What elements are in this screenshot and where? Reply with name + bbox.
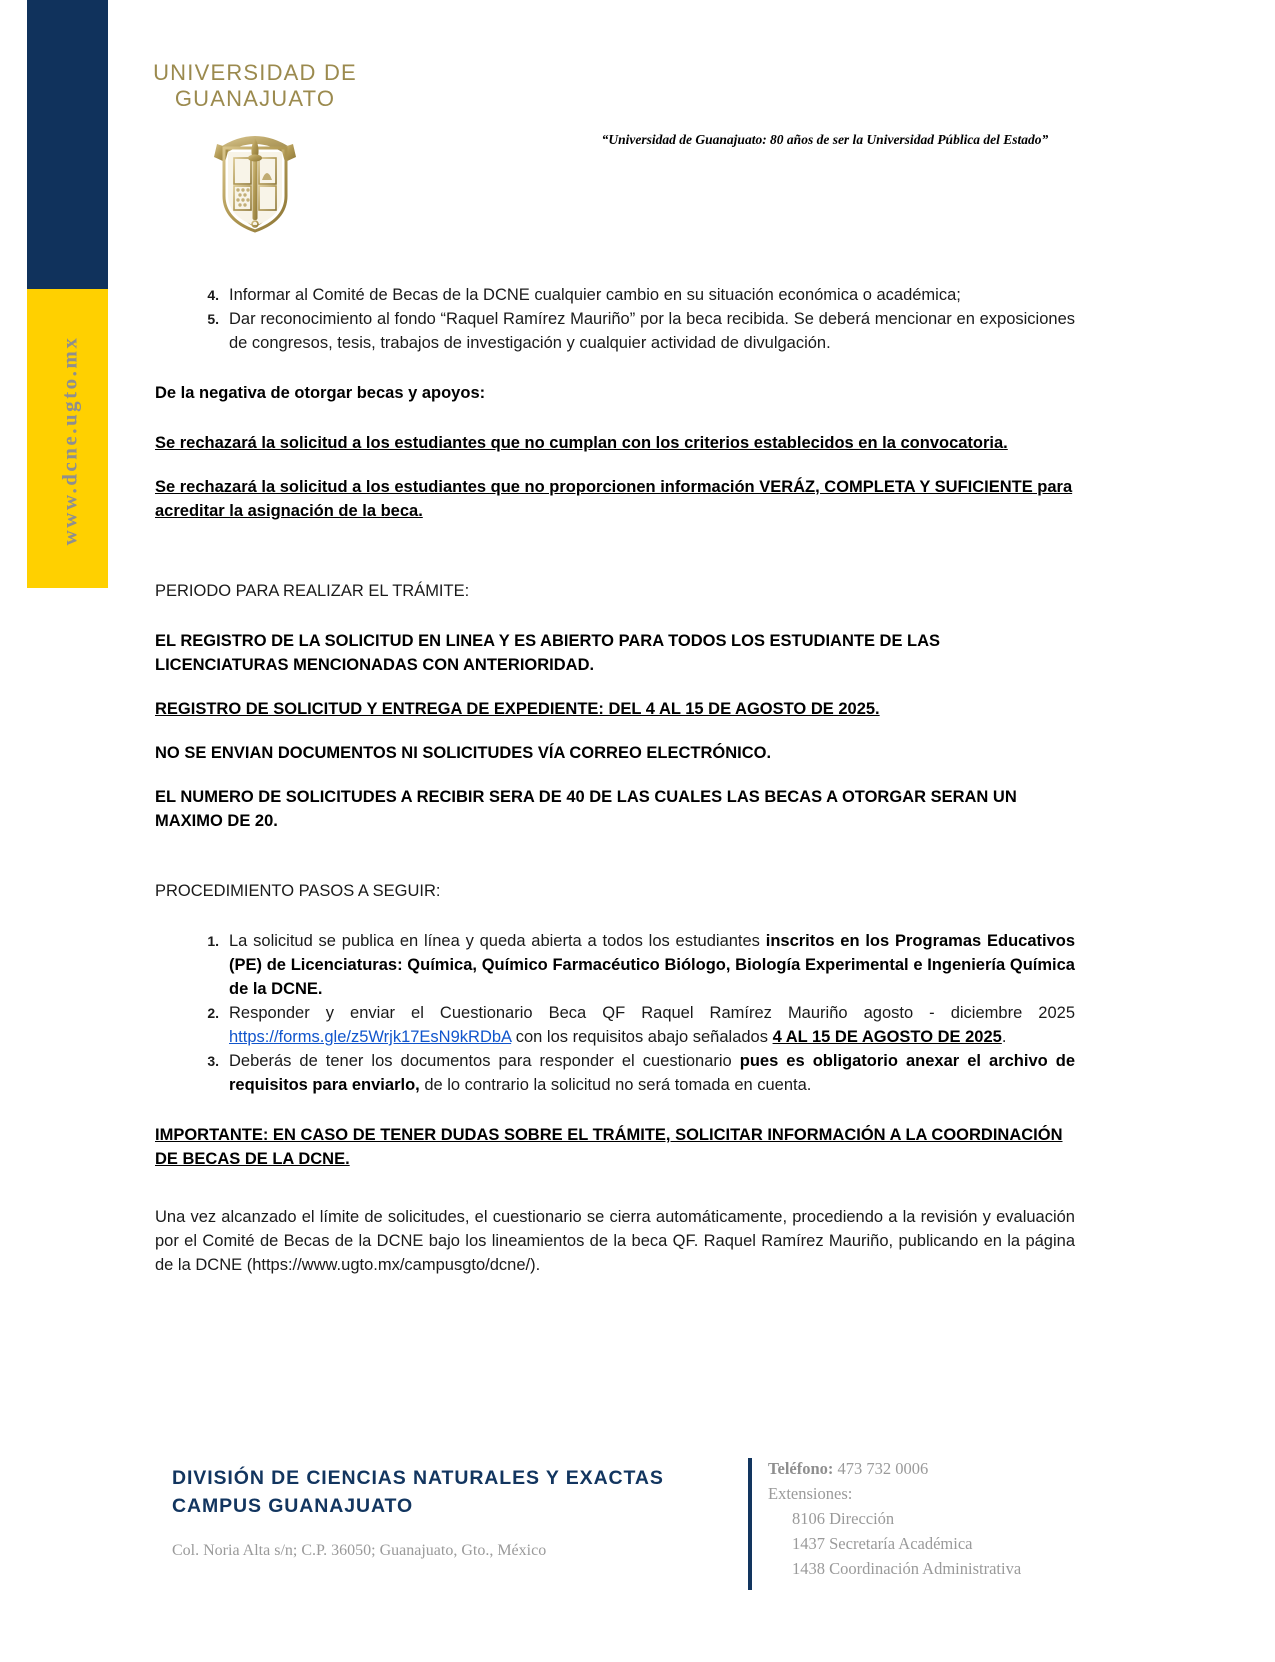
step-text-bold: inscritos en los Programas Educativos (PE) de Licenciaturas: Química, Químico Farmacéutico Biólogo, Biología Experimental e Ingeniería Química de la DCNE. bbox=[229, 932, 1076, 998]
obligations-list bbox=[155, 283, 1075, 355]
university-crest-icon bbox=[209, 118, 301, 236]
no-correo-text: NO SE ENVIAN DOCUMENTOS NI SOLICITUDES VÍA CORREO ELECTRÓNICO. bbox=[155, 744, 772, 762]
registro-abierto-text: EL REGISTRO DE LA SOLICITUD EN LINEA Y ES ABIERTO PARA TODOS LOS ESTUDIANTE DE LAS LICENCIATURAS MENCIONADAS CON ANTERIORIDAD. bbox=[155, 632, 941, 674]
footer-division-line2: CAMPUS GUANAJUATO bbox=[172, 1495, 414, 1517]
step-text-plain-3: . bbox=[1001, 1028, 1007, 1046]
list-item bbox=[207, 1001, 1075, 1049]
sidebar-website-url bbox=[30, 290, 110, 590]
step-dates-emphasis: 4 AL 15 DE AGOSTO DE 2025 bbox=[772, 1028, 1002, 1046]
footer-extension-item: 1437 Secretaría Académica bbox=[792, 1534, 973, 1553]
list-item bbox=[207, 283, 1075, 307]
list-marker: 4. bbox=[207, 287, 219, 303]
negativa-heading: De la negativa de otorgar becas y apoyos: bbox=[155, 384, 486, 402]
university-name-line1: UNIVERSIDAD DE bbox=[153, 60, 357, 85]
rechazo-criterios-text: Se rechazará la solicitud a los estudiantes que no cumplan con los criterios establecidos en la convocatoria. bbox=[155, 434, 1008, 452]
step-text-plain-2: de lo contrario la solicitud no será tomada en cuenta. bbox=[419, 1076, 812, 1094]
list-marker: 2. bbox=[207, 1005, 219, 1021]
list-item bbox=[207, 929, 1076, 1001]
footer-contact-block bbox=[768, 1456, 1188, 1581]
step-text-plain: La solicitud se publica en línea y queda abierta a todos los estudiantes bbox=[229, 932, 766, 950]
document-body bbox=[155, 283, 1075, 1277]
step-text-plain-2: con los requisitos abajo señalados bbox=[511, 1028, 773, 1046]
footer-extension-item: 8106 Dirección bbox=[792, 1509, 895, 1528]
procedimiento-heading: PROCEDIMIENTO PASOS A SEGUIR: bbox=[155, 882, 441, 900]
numero-solicitudes-text: EL NUMERO DE SOLICITUDES A RECIBIR SERA DE 40 DE LAS CUALES LAS BECAS A OTORGAR SERAN UN MAXIMO DE 20. bbox=[155, 788, 1017, 830]
university-logo-block bbox=[140, 60, 370, 236]
university-name-line2: GUANAJUATO bbox=[174, 86, 336, 111]
footer-extensions-label: Extensiones: bbox=[768, 1484, 853, 1503]
periodo-heading: PERIODO PARA REALIZAR EL TRÁMITE: bbox=[155, 582, 470, 600]
list-marker: 5. bbox=[207, 311, 219, 327]
list-item bbox=[207, 1049, 1075, 1097]
list-item bbox=[207, 307, 1075, 355]
footer-division-line1: DIVISIÓN DE CIENCIAS NATURALES Y EXACTAS bbox=[172, 1467, 664, 1489]
step-text-plain: Responder y enviar el Cuestionario Beca QF Raquel Ramírez Mauriño agosto - diciembre 2025 bbox=[229, 1004, 1075, 1022]
closing-paragraph: Una vez alcanzado el límite de solicitudes, el cuestionario se cierra automáticamente, procediendo a la revisión y evaluación por el Comité de Becas de la DCNE bajo los lineamientos de la beca QF. Raquel Ramírez Mauriño, publicando en la página de la DCNE (https://www.ugto.mx/campusgto/dcne/). bbox=[155, 1208, 1075, 1274]
footer-extension-item: 1438 Coordinación Administrativa bbox=[792, 1559, 1022, 1578]
procedure-steps-list bbox=[155, 929, 1075, 1097]
footer-division-block bbox=[172, 1464, 732, 1560]
list-item-text: Informar al Comité de Becas de la DCNE cualquier cambio en su situación económica o académica; bbox=[229, 286, 961, 304]
rechazo-informacion-text: Se rechazará la solicitud a los estudiantes que no proporcionen información VERÁZ, COMPLETA Y SUFICIENTE para acreditar la asignación de la beca. bbox=[155, 478, 1073, 520]
forms-link[interactable]: https://forms.gle/z5Wrjk17EsN9kRDbA bbox=[229, 1028, 512, 1046]
sidebar-website-url-text: www.dcne.ugto.mx bbox=[57, 335, 82, 545]
step-text-plain: Deberás de tener los documentos para responder el cuestionario bbox=[229, 1052, 740, 1070]
footer-phone-number: 473 732 0006 bbox=[837, 1459, 929, 1478]
document-footer bbox=[0, 1448, 1275, 1662]
list-marker: 1. bbox=[207, 933, 219, 949]
list-item-text: Dar reconocimiento al fondo “Raquel Ramírez Mauriño” por la beca recibida. Se deberá mencionar en exposiciones de congresos, tesis, trabajos de investigación y cualquier actividad de divulgación. bbox=[229, 310, 1075, 352]
sidebar-navy-bar bbox=[27, 0, 108, 289]
footer-phone-label: Teléfono: bbox=[768, 1459, 834, 1478]
registro-fechas-text: REGISTRO DE SOLICITUD Y ENTREGA DE EXPEDIENTE: DEL 4 AL 15 DE AGOSTO DE 2025. bbox=[155, 700, 880, 718]
footer-phone-row bbox=[768, 1456, 1188, 1481]
footer-vertical-divider bbox=[748, 1458, 752, 1590]
header-motto-quote: “Universidad de Guanajuato: 80 años de ser la Universidad Pública del Estado” bbox=[601, 132, 1049, 147]
list-marker: 3. bbox=[207, 1053, 219, 1069]
step-text-bold: pues es obligatorio anexar el archivo de requisitos para enviarlo, bbox=[229, 1052, 1075, 1094]
footer-address: Col. Noria Alta s/n; C.P. 36050; Guanajuato, Gto., México bbox=[172, 1542, 547, 1559]
importante-notice: IMPORTANTE: EN CASO DE TENER DUDAS SOBRE EL TRÁMITE, SOLICITAR INFORMACIÓN A LA COORDINACIÓN DE BECAS DE LA DCNE. bbox=[155, 1126, 1063, 1168]
